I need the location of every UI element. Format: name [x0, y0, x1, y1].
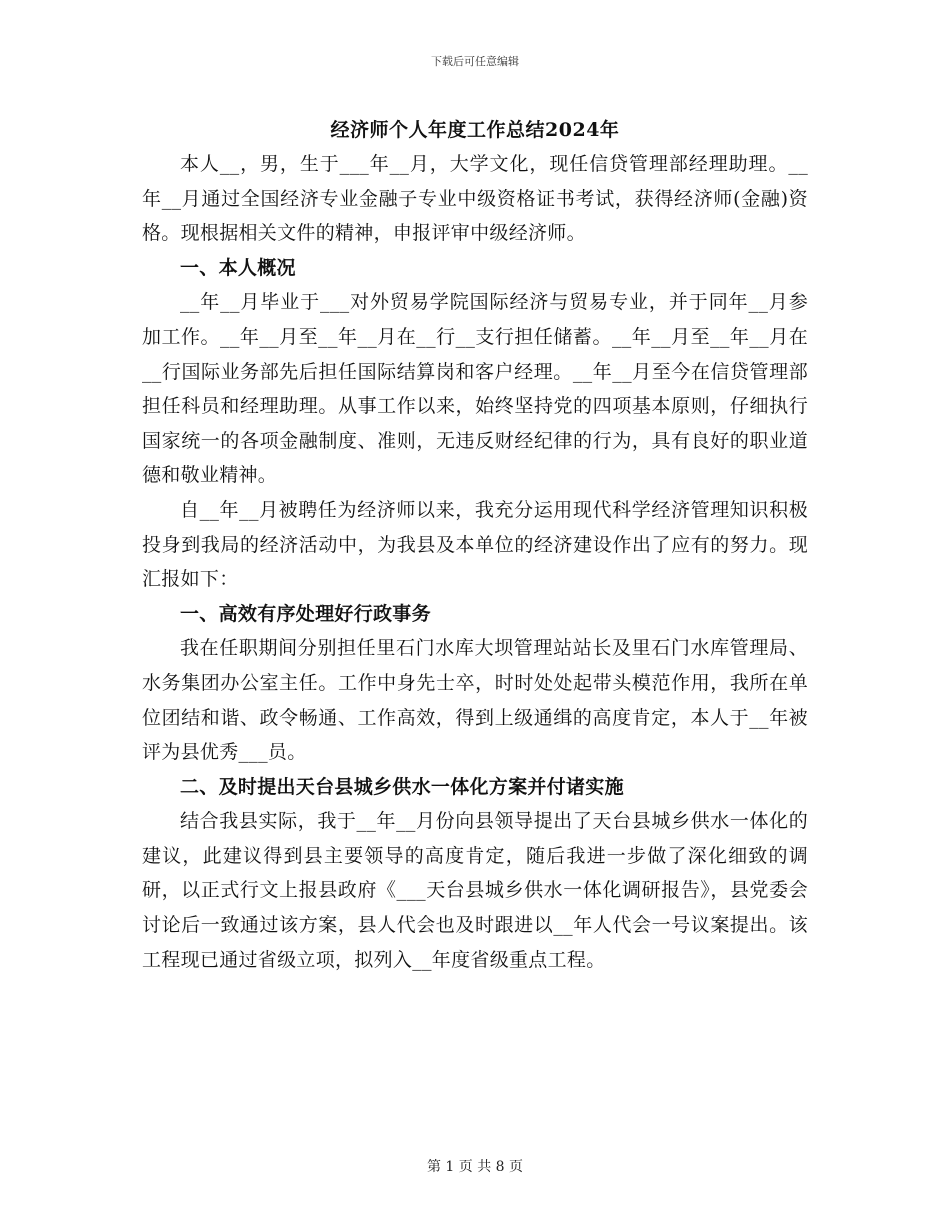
admin-paragraph: 我在任职期间分别担任里石门水库大坝管理站站长及里石门水库管理局、水务集团办公室主任。工作中身先士卒，时时处处起带头模范作用，我所在单位团结和谐、政令畅通、工作高效，得到上级通缉的高度肯定，本人于__年被评为县优秀___员。 — [142, 637, 808, 764]
overview-paragraph: __年__月毕业于___对外贸易学院国际经济与贸易专业，并于同年__月参加工作。__年__月至__年__月在__行__支行担任储蓄。__年__月至__年__月在__行国际业务部先后担任国际结算岗和客户经理。__年__月至今在信贷管理部担任科员和经理助理。从事工作以来，始终坚持党的四项基本原则，仔细执行国家统一的各项金融制度、准则，无违反财经纪律的行为，具有良好的职业道德和敬业精神。 — [142, 291, 808, 487]
document-title: 经济师个人年度工作总结2024年 — [330, 119, 620, 141]
section-heading-overview: 一、本人概况 — [180, 256, 296, 279]
document-body — [142, 147, 808, 977]
water-supply-paragraph: 结合我县实际，我于__年__月份向县领导提出了天台县城乡供水一体化的建议，此建议得到县主要领导的高度肯定，随后我进一步做了深化细致的调研，以正式行文上报县政府《___天台县城乡供水一体化调研报告》，县党委会讨论后一致通过该方案，县人代会也及时跟进以__年人代会一号议案提出。该工程现已通过省级立项，拟列入__年度省级重点工程。 — [142, 810, 808, 971]
section-heading-admin: 一、高效有序处理好行政事务 — [180, 602, 431, 625]
section-heading-water-supply: 二、及时提出天台县城乡供水一体化方案并付诸实施 — [180, 775, 624, 798]
page-number: 第 1 页 共 8 页 — [426, 1159, 524, 1175]
appointment-paragraph: 自__年__月被聘任为经济师以来，我充分运用现代科学经济管理知识积极投身到我局的经济活动中，为我县及本单位的经济建设作出了应有的努力。现汇报如下： — [142, 498, 808, 591]
header-note: 下载后可任意编辑 — [431, 55, 519, 68]
intro-paragraph: 本人__，男，生于___年__月，大学文化，现任信贷管理部经理助理。__年__月通过全国经济专业金融子专业中级资格证书考试，获得经济师(金融)资格。现根据相关文件的精神，申报评审中级经济师。 — [142, 153, 808, 245]
